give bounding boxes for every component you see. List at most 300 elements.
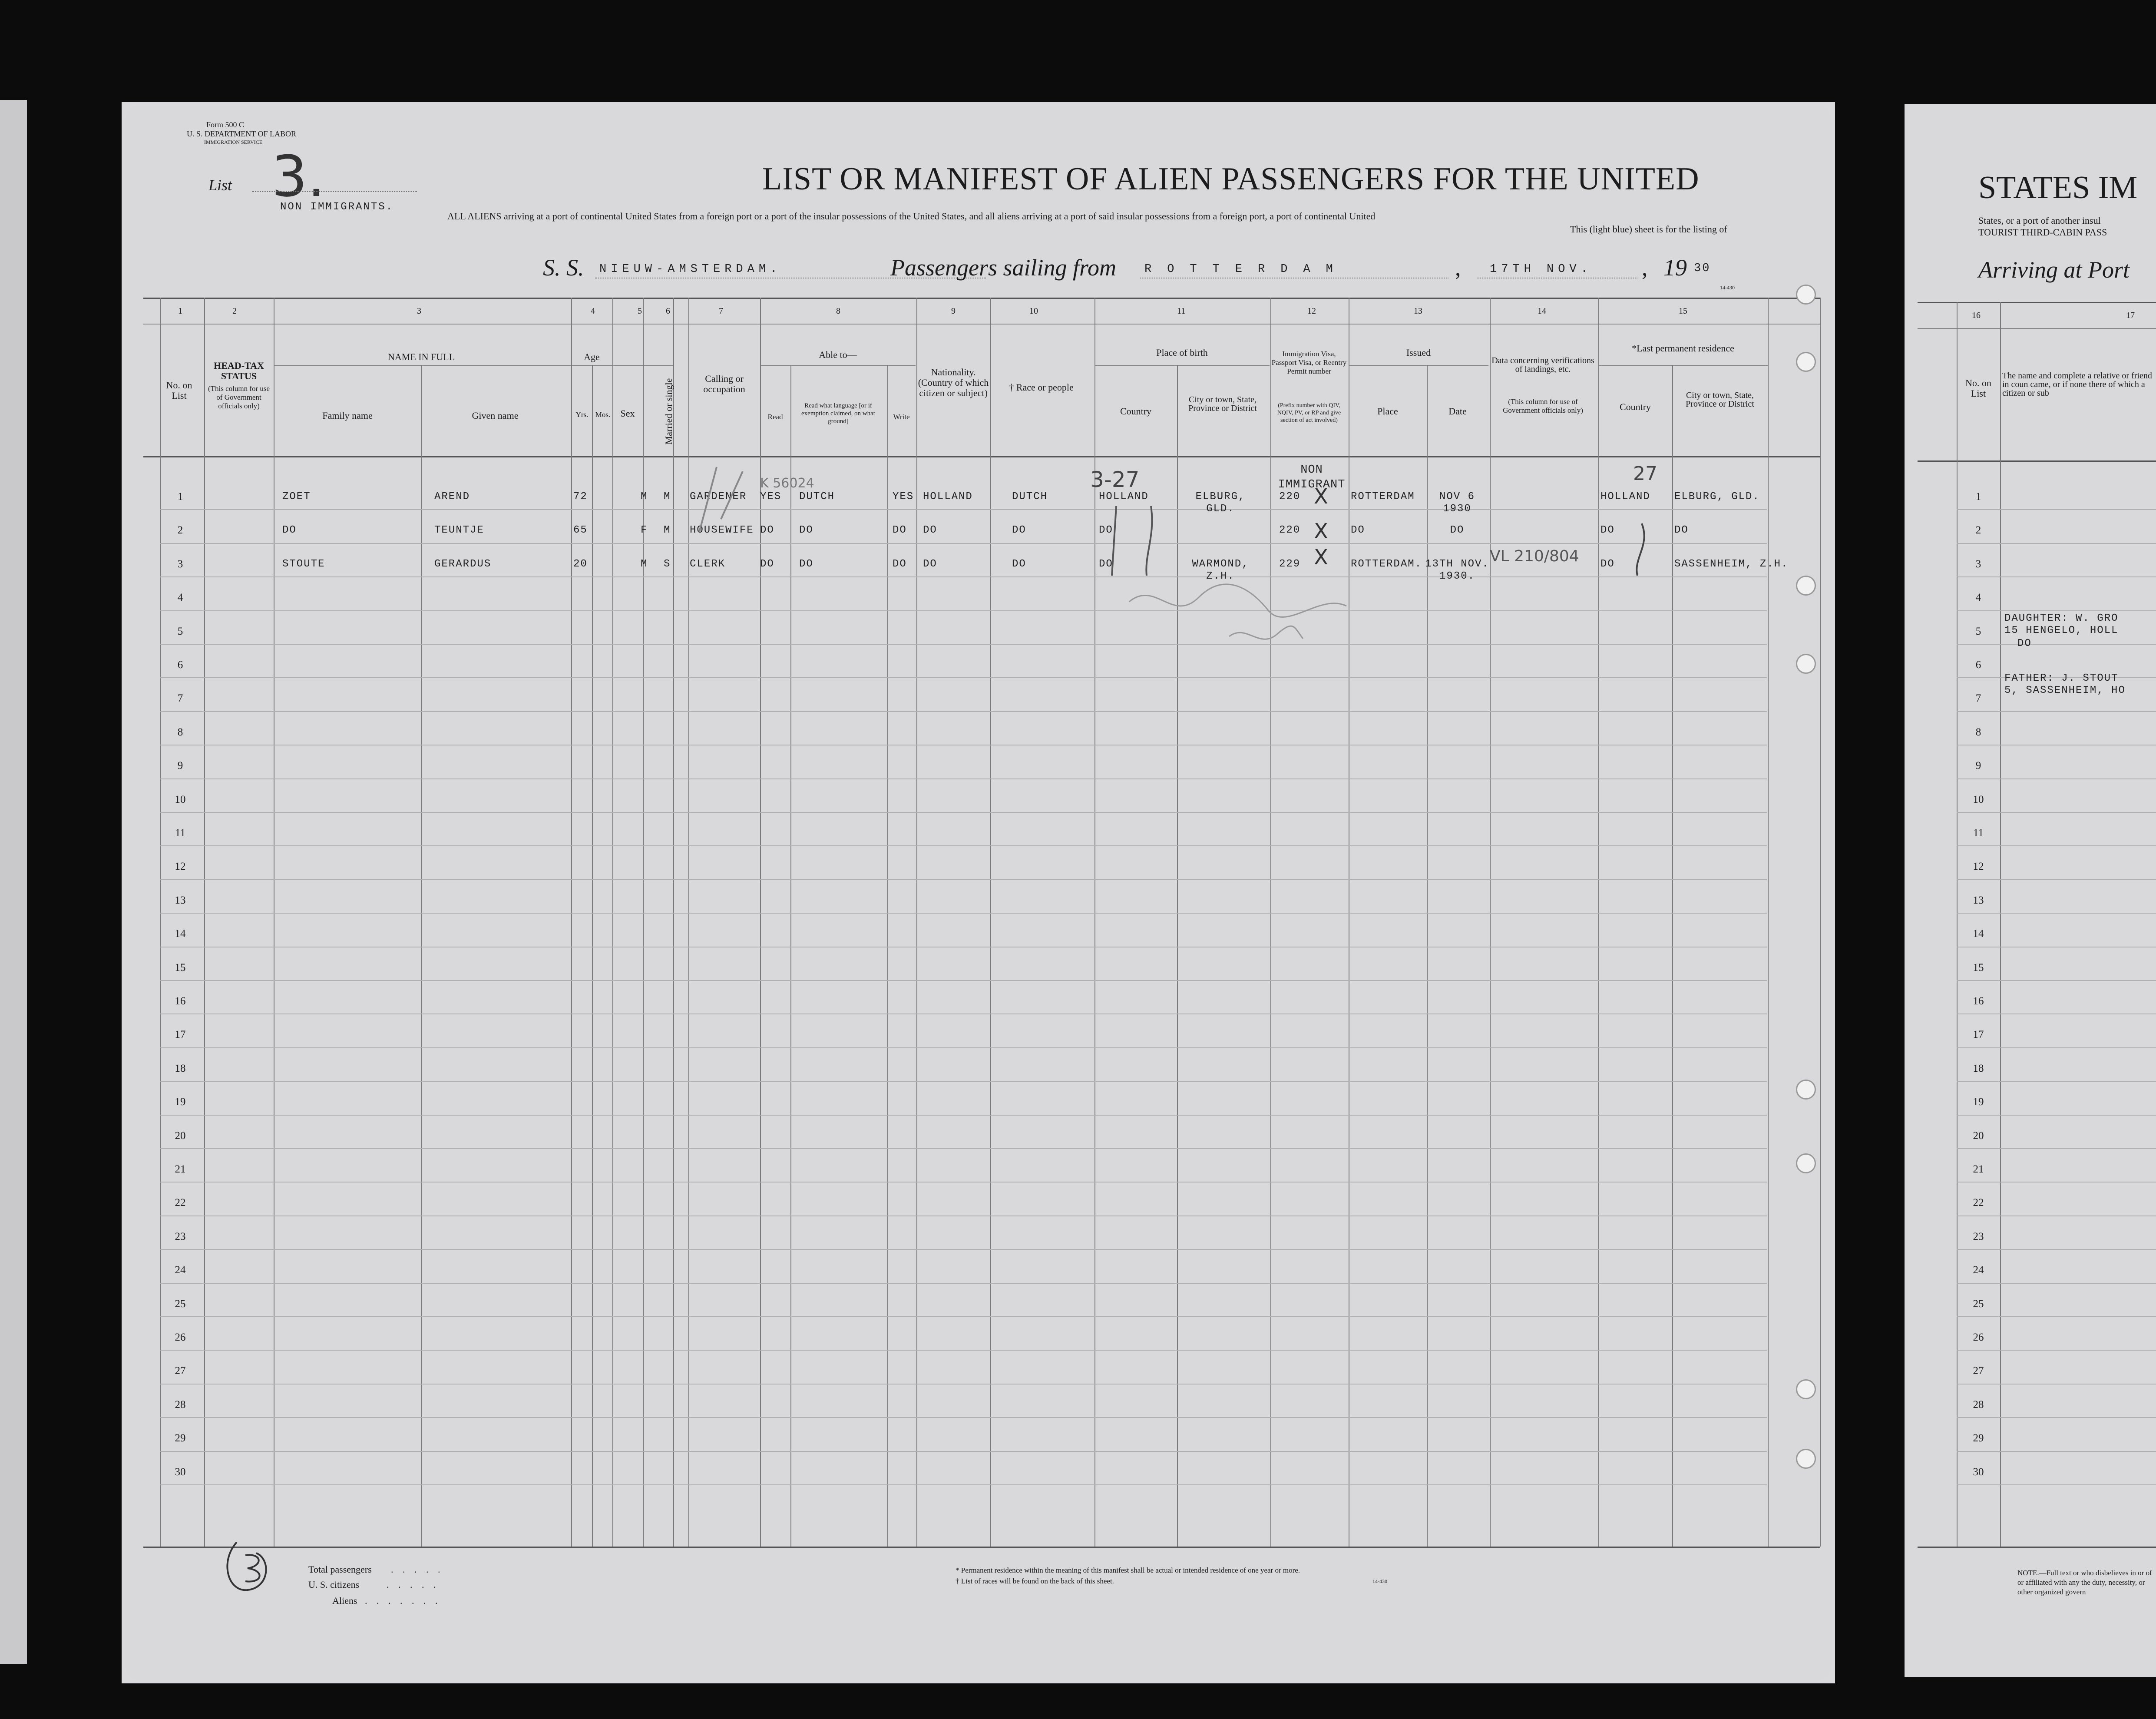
mark-x-2: X bbox=[1314, 519, 1328, 543]
footer-dots-2: . . . . . bbox=[387, 1579, 440, 1590]
residence-country: DO bbox=[1600, 558, 1615, 570]
right-line-1: States, or a port of another insul bbox=[1978, 215, 2101, 226]
right-row-line bbox=[1957, 644, 2156, 645]
married-status: M bbox=[664, 491, 671, 503]
hdr-data-note: (This column for use of Government officials only) bbox=[1503, 397, 1583, 414]
right-row-number: 17 bbox=[1973, 1029, 1984, 1041]
col-num-1: 1 bbox=[178, 306, 182, 316]
right-row-number: 8 bbox=[1975, 726, 1981, 738]
right-entry-1b: 15 HENGELO, HOLL bbox=[2004, 625, 2119, 636]
occupation: HOUSEWIFE bbox=[690, 524, 754, 537]
pencil-num-2: 27 bbox=[1633, 463, 1657, 485]
column-line bbox=[643, 298, 644, 1547]
right-row-number: 11 bbox=[1973, 827, 1984, 839]
nationality: DO bbox=[923, 558, 937, 570]
right-row-line bbox=[1957, 879, 2156, 880]
visa-number: 229 bbox=[1279, 558, 1301, 570]
column-line bbox=[571, 298, 572, 1547]
right-row-number: 19 bbox=[1973, 1096, 1984, 1108]
right-row-number: 6 bbox=[1975, 659, 1981, 671]
row-line bbox=[160, 677, 1767, 678]
right-row-number: 22 bbox=[1973, 1197, 1984, 1209]
right-row-line bbox=[1957, 1283, 2156, 1284]
row-number: 21 bbox=[175, 1163, 186, 1175]
right-row-number: 16 bbox=[1973, 995, 1984, 1007]
hdr-write: Write bbox=[893, 413, 910, 421]
year-suffix: 30 bbox=[1694, 262, 1711, 275]
row-line bbox=[160, 1115, 1767, 1116]
list-label: List bbox=[208, 176, 232, 194]
row-number: 26 bbox=[175, 1331, 186, 1343]
hdr-head-tax: HEAD-TAX STATUS bbox=[214, 360, 264, 381]
manifest-sheet bbox=[122, 102, 1835, 1683]
row-number: 11 bbox=[175, 827, 186, 839]
table-top-rule bbox=[143, 298, 1820, 299]
given-name: AREND bbox=[434, 491, 470, 503]
row-line bbox=[160, 1047, 1767, 1048]
row-line bbox=[160, 879, 1767, 880]
right-row-line bbox=[1957, 610, 2156, 611]
footer-dots-1: . . . . . bbox=[391, 1564, 444, 1575]
row-number: 18 bbox=[175, 1062, 186, 1074]
right-row-number: 3 bbox=[1975, 558, 1981, 570]
issued-sub-rule bbox=[1349, 365, 1488, 366]
hdr-sex: Sex bbox=[620, 408, 635, 419]
hdr-visa-note: (Prefix number with QIV, NQIV, PV, or RP and give section of act involved) bbox=[1277, 402, 1341, 424]
hdr-name-in-full: NAME IN FULL bbox=[388, 351, 455, 362]
row-number: 2 bbox=[177, 524, 183, 537]
col-num-8: 8 bbox=[836, 306, 840, 316]
bracket-mark-2 bbox=[1624, 519, 1659, 580]
race: DO bbox=[1012, 558, 1026, 570]
subtitle-line-1: ALL ALIENS arriving at a port of continental United States from a foreign port or a port of the insular possessions of the United States, and all aliens arriving at a port of said insular possessions from a foreign port, a port of continental United bbox=[447, 211, 1376, 222]
sex: F bbox=[641, 524, 648, 537]
column-line bbox=[1427, 365, 1428, 1547]
row-number: 17 bbox=[175, 1029, 186, 1041]
column-line bbox=[1598, 298, 1599, 1547]
right-row-number: 29 bbox=[1973, 1432, 1984, 1444]
birth-sub-rule bbox=[1095, 365, 1270, 366]
row-line bbox=[160, 812, 1767, 813]
right-title: STATES IM bbox=[1978, 170, 2138, 205]
column-line bbox=[916, 298, 917, 1547]
hdr-birth-country: Country bbox=[1120, 406, 1152, 417]
right-row-line bbox=[1957, 1148, 2156, 1149]
footer-dots-3: . . . . . . . bbox=[365, 1595, 441, 1606]
right-row-number: 12 bbox=[1973, 861, 1984, 873]
issued-date: 13TH NOV. 1930. bbox=[1425, 558, 1489, 582]
right-row-number: 5 bbox=[1975, 625, 1981, 637]
write: DO bbox=[893, 558, 907, 570]
issued-date: NOV 6 1930 bbox=[1439, 491, 1475, 515]
row-number: 13 bbox=[175, 894, 186, 906]
mark-x-1: X bbox=[1314, 484, 1328, 509]
right-row-line bbox=[1957, 812, 2156, 813]
hdr-issued: Issued bbox=[1406, 347, 1431, 358]
right-note: NOTE.—Full text or who disbelieves in or of or affiliated with any the duty, necessity, or other organized govern bbox=[2017, 1569, 2152, 1596]
right-row-line bbox=[1957, 1350, 2156, 1351]
race: DUTCH bbox=[1012, 491, 1048, 503]
footer-note-1: * Permanent residence within the meaning of this manifest shall be actual or intended residence of one year or more. bbox=[956, 1566, 1300, 1574]
row-number: 24 bbox=[175, 1264, 186, 1276]
column-line bbox=[1672, 365, 1673, 1547]
row-line bbox=[160, 711, 1767, 712]
right-row-number: 20 bbox=[1973, 1129, 1984, 1142]
footer-aliens: Aliens bbox=[332, 1595, 357, 1606]
right-row-number: 4 bbox=[1975, 592, 1981, 604]
column-line bbox=[1768, 298, 1769, 1547]
row-number: 28 bbox=[175, 1398, 186, 1411]
col-num-14: 14 bbox=[1538, 306, 1546, 316]
visa-number: 220 bbox=[1279, 491, 1301, 503]
col-num-6: 6 bbox=[666, 306, 670, 316]
right-row-line bbox=[1957, 1451, 2156, 1452]
column-line bbox=[1177, 365, 1178, 1547]
right-arriving: Arriving at Port bbox=[1978, 257, 2130, 283]
column-line bbox=[160, 298, 161, 1547]
right-row-number: 14 bbox=[1973, 928, 1984, 940]
hdr-read: Read bbox=[767, 413, 783, 421]
column-line bbox=[1820, 298, 1821, 1547]
right-row-number: 9 bbox=[1975, 760, 1981, 772]
list-type: NON IMMIGRANTS. bbox=[280, 201, 394, 213]
right-row-line bbox=[1957, 980, 2156, 981]
bracket-marks bbox=[1103, 502, 1173, 580]
row-number: 8 bbox=[177, 726, 183, 738]
right-row-number: 13 bbox=[1973, 894, 1984, 906]
department: U. S. DEPARTMENT OF LABOR bbox=[187, 129, 296, 138]
right-row-number: 25 bbox=[1973, 1298, 1984, 1310]
row-number: 16 bbox=[175, 995, 186, 1007]
row-line bbox=[160, 1283, 1767, 1284]
row-line bbox=[160, 1249, 1767, 1250]
binder-hole bbox=[1796, 1379, 1816, 1399]
name-sub-rule bbox=[274, 365, 673, 366]
read: YES bbox=[760, 491, 782, 503]
residence-country: HOLLAND bbox=[1600, 491, 1650, 503]
right-row-line bbox=[1957, 778, 2156, 779]
row-line bbox=[160, 845, 1767, 846]
row-number: 25 bbox=[175, 1298, 186, 1310]
sex: M bbox=[641, 491, 648, 503]
footer-us-citizens: U. S. citizens bbox=[308, 1579, 360, 1590]
column-line bbox=[421, 365, 422, 1547]
hdr-head-tax-note: (This column for use of Government officials only) bbox=[208, 384, 270, 410]
hdr-visa: Immigration Visa, Passport Visa, or Reentry Permit number bbox=[1271, 350, 1347, 375]
right-col-16: 16 bbox=[1972, 311, 1981, 320]
right-col-line bbox=[2000, 302, 2001, 1547]
residence-city: DO bbox=[1674, 524, 1689, 537]
row-number: 3 bbox=[177, 558, 183, 570]
right-row-line bbox=[1957, 1484, 2156, 1485]
race: DO bbox=[1012, 524, 1026, 537]
binder-hole bbox=[1796, 285, 1816, 305]
right-bottom-rule bbox=[1918, 1547, 2156, 1548]
footer-code: 14-430 bbox=[1372, 1578, 1387, 1584]
right-row-line bbox=[1957, 1115, 2156, 1116]
row-number: 19 bbox=[175, 1096, 186, 1108]
family-name: DO bbox=[282, 524, 297, 537]
hdr-able-to: Able to— bbox=[819, 349, 857, 360]
married-status: M bbox=[664, 524, 671, 537]
row-number: 23 bbox=[175, 1230, 186, 1242]
comma: , bbox=[1455, 255, 1461, 281]
age-years: 20 bbox=[573, 558, 588, 570]
birth-country: HOLLAND bbox=[1099, 491, 1149, 503]
right-row-line bbox=[1957, 913, 2156, 914]
circled-three bbox=[222, 1536, 282, 1596]
row-line bbox=[160, 1350, 1767, 1351]
right-header-rule bbox=[1918, 460, 2156, 462]
col-num-3: 3 bbox=[417, 306, 421, 316]
binder-hole bbox=[1796, 576, 1816, 596]
ship-name: NIEUW-AMSTERDAM. bbox=[599, 263, 782, 276]
right-row-line bbox=[1957, 1316, 2156, 1317]
binder-hole bbox=[1796, 1080, 1816, 1100]
row-line bbox=[160, 913, 1767, 914]
right-col-17: 17 bbox=[2126, 311, 2135, 320]
hdr-issued-date: Date bbox=[1448, 406, 1467, 417]
hdr-lr-country: Country bbox=[1619, 401, 1651, 412]
service: IMMIGRATION SERVICE bbox=[204, 139, 263, 145]
hdr-issued-place: Place bbox=[1377, 406, 1398, 417]
right-entry-3a: FATHER: J. STOUT bbox=[2004, 672, 2119, 684]
right-row-number: 23 bbox=[1973, 1230, 1984, 1242]
right-entry-2: DO bbox=[2017, 638, 2032, 649]
right-row-number: 10 bbox=[1973, 793, 1984, 805]
hdr-birth-city: City or town, State, Province or District bbox=[1188, 395, 1257, 413]
right-row-line bbox=[1957, 1081, 2156, 1082]
hdr-last-residence: *Last permanent residence bbox=[1632, 343, 1734, 354]
row-line bbox=[160, 980, 1767, 981]
binder-hole bbox=[1796, 654, 1816, 674]
row-number: 6 bbox=[177, 659, 183, 671]
nationality: HOLLAND bbox=[923, 491, 973, 503]
row-line bbox=[160, 1316, 1767, 1317]
issued-place: ROTTERDAM. bbox=[1351, 558, 1422, 570]
column-line bbox=[1490, 298, 1491, 1547]
form-code: 14-430 bbox=[1720, 285, 1735, 291]
right-row-number: 1 bbox=[1975, 491, 1981, 503]
column-number-rule bbox=[143, 324, 1820, 325]
hdr-place-of-birth: Place of birth bbox=[1156, 347, 1208, 358]
family-name: ZOET bbox=[282, 491, 311, 503]
right-top-rule bbox=[1918, 302, 2156, 303]
col-num-15: 15 bbox=[1679, 306, 1687, 316]
row-number: 27 bbox=[175, 1365, 186, 1377]
row-line bbox=[160, 1148, 1767, 1149]
read: DO bbox=[760, 524, 774, 537]
right-row-line bbox=[1957, 576, 2156, 577]
lr-sub-rule bbox=[1598, 365, 1768, 366]
family-name: STOUTE bbox=[282, 558, 325, 570]
right-row-line bbox=[1957, 845, 2156, 846]
right-row-number: 18 bbox=[1973, 1062, 1984, 1074]
read: DO bbox=[760, 558, 774, 570]
list-number: 3. bbox=[271, 143, 326, 209]
row-line bbox=[160, 576, 1767, 577]
issued-date: DO bbox=[1450, 524, 1465, 537]
column-line bbox=[612, 298, 613, 1547]
row-number: 1 bbox=[177, 491, 183, 503]
row-number: 7 bbox=[177, 692, 183, 705]
hdr-given-name: Given name bbox=[472, 410, 519, 421]
read-language: DO bbox=[799, 558, 813, 570]
age-years: 72 bbox=[573, 491, 588, 503]
col-num-4: 4 bbox=[591, 306, 595, 316]
comma-2: , bbox=[1642, 255, 1648, 281]
ss-label: S. S. bbox=[543, 255, 584, 281]
col-num-10: 10 bbox=[1029, 306, 1038, 316]
footer-note-2: † List of races will be found on the back of this sheet. bbox=[956, 1577, 1114, 1585]
list-number-underline bbox=[252, 191, 417, 192]
birth-country: DO bbox=[1099, 558, 1113, 570]
right-row-number: 27 bbox=[1973, 1365, 1984, 1377]
right-row-line bbox=[1957, 1417, 2156, 1418]
issued-place: DO bbox=[1351, 524, 1365, 537]
row-line bbox=[160, 543, 1767, 544]
column-line bbox=[673, 298, 674, 1547]
hdr-family-name: Family name bbox=[322, 410, 373, 421]
right-no-on-list: No. on List bbox=[1965, 378, 1991, 399]
sex: M bbox=[641, 558, 648, 570]
right-row-number: 2 bbox=[1975, 524, 1981, 537]
residence-city: ELBURG, GLD. bbox=[1674, 491, 1760, 503]
page-title: LIST OR MANIFEST OF ALIEN PASSENGERS FOR THE UNITED bbox=[762, 161, 1700, 197]
write: YES bbox=[893, 491, 914, 503]
right-row-number: 24 bbox=[1973, 1264, 1984, 1276]
row-line bbox=[160, 1451, 1767, 1452]
column-line bbox=[887, 365, 888, 1547]
read-language: DO bbox=[799, 524, 813, 537]
binder-hole bbox=[1796, 352, 1816, 372]
hdr-age: Age bbox=[584, 351, 600, 362]
hdr-calling: Calling or occupation bbox=[703, 373, 745, 394]
row-line bbox=[160, 509, 1767, 510]
given-name: GERARDUS bbox=[434, 558, 492, 570]
visa-annotation: NON IMMIGRANT bbox=[1278, 464, 1346, 491]
right-row-number: 28 bbox=[1973, 1398, 1984, 1411]
row-line bbox=[160, 644, 1767, 645]
right-row-number: 21 bbox=[1973, 1163, 1984, 1175]
row-number: 14 bbox=[175, 928, 186, 940]
row-number: 20 bbox=[175, 1129, 186, 1142]
right-col-line bbox=[1957, 302, 1958, 1547]
stamp-number: K 56024 bbox=[760, 476, 814, 491]
birth-city: ELBURG, GLD. bbox=[1195, 491, 1246, 515]
row-line bbox=[160, 778, 1767, 779]
column-line bbox=[1270, 298, 1271, 1547]
row-number: 12 bbox=[175, 861, 186, 873]
write: DO bbox=[893, 524, 907, 537]
hdr-data-concerning: Data concerning verifications of landings, etc. bbox=[1491, 356, 1594, 374]
right-entry-1a: DAUGHTER: W. GRO bbox=[2004, 613, 2119, 624]
birth-city: WARMOND, Z.H. bbox=[1192, 558, 1249, 582]
right-entry-3b: 5, SASSENHEIM, HO bbox=[2004, 685, 2126, 696]
form-number: Form 500 C bbox=[206, 120, 245, 129]
subtitle-line-2: This (light blue) sheet is for the listing of bbox=[1570, 224, 1727, 235]
column-line bbox=[592, 365, 593, 1547]
col-num-2: 2 bbox=[232, 306, 237, 316]
right-relative-hdr: The name and complete a relative or friend in coun came, or if none there of which a citizen or sub bbox=[2002, 371, 2152, 398]
hdr-lr-city: City or town, State, Province or District bbox=[1686, 391, 1754, 409]
hdr-read-what: Read what language [or if exemption claimed, on what ground] bbox=[801, 402, 875, 425]
row-number: 22 bbox=[175, 1197, 186, 1209]
verification-note: VL 210/804 bbox=[1490, 547, 1579, 565]
hdr-yrs: Yrs. bbox=[575, 411, 589, 419]
year-prefix: 19 bbox=[1663, 255, 1687, 281]
col-num-5: 5 bbox=[638, 306, 642, 316]
row-number: 9 bbox=[177, 760, 183, 772]
residence-city: SASSENHEIM, Z.H. bbox=[1674, 558, 1789, 570]
row-line bbox=[160, 1484, 1767, 1485]
col-num-12: 12 bbox=[1307, 306, 1316, 316]
hdr-race: † Race or people bbox=[1009, 382, 1074, 393]
right-row-number: 15 bbox=[1973, 961, 1984, 974]
right-row-line bbox=[1957, 711, 2156, 712]
binder-hole bbox=[1796, 1449, 1816, 1469]
port-name: ROTTERDAM bbox=[1144, 263, 1349, 276]
hdr-no-on-list: No. on List bbox=[166, 380, 192, 401]
right-adjacent-sheet bbox=[1905, 104, 2156, 1677]
right-row-number: 26 bbox=[1973, 1331, 1984, 1343]
right-row-number: 7 bbox=[1975, 692, 1981, 705]
pencil-num-1: 3-27 bbox=[1090, 467, 1140, 492]
header-bottom-rule bbox=[143, 456, 1820, 457]
residence-country: DO bbox=[1600, 524, 1615, 537]
issued-place: ROTTERDAM bbox=[1351, 491, 1415, 503]
column-line bbox=[204, 298, 205, 1547]
col-num-11: 11 bbox=[1177, 306, 1186, 316]
occupation: CLERK bbox=[690, 558, 726, 570]
hdr-mos: Mos. bbox=[595, 411, 611, 419]
sail-date: 17TH NOV. bbox=[1490, 263, 1592, 276]
pencil-checkmarks bbox=[691, 458, 760, 537]
age-years: 65 bbox=[573, 524, 588, 537]
sailing-label: Passengers sailing from bbox=[890, 255, 1117, 281]
col-num-9: 9 bbox=[951, 306, 956, 316]
row-number: 5 bbox=[177, 625, 183, 637]
binder-hole bbox=[1796, 1153, 1816, 1173]
married-status: S bbox=[664, 558, 671, 570]
right-row-line bbox=[1957, 509, 2156, 510]
right-row-line bbox=[1957, 543, 2156, 544]
nationality: DO bbox=[923, 524, 937, 537]
right-line-2: TOURIST THIRD-CABIN PASS bbox=[1978, 227, 2107, 238]
row-number: 10 bbox=[175, 793, 186, 805]
column-line bbox=[790, 365, 791, 1547]
col-num-13: 13 bbox=[1414, 306, 1422, 316]
right-row-number: 30 bbox=[1973, 1466, 1984, 1478]
footer-total-passengers: Total passengers bbox=[308, 1564, 372, 1575]
col-num-7: 7 bbox=[719, 306, 723, 316]
hdr-married: Married or single bbox=[663, 378, 674, 445]
table-bottom-rule bbox=[143, 1547, 1820, 1548]
right-num-rule bbox=[1918, 328, 2156, 329]
row-number: 30 bbox=[175, 1466, 186, 1478]
row-number: 15 bbox=[175, 961, 186, 974]
right-row-line bbox=[1957, 1249, 2156, 1250]
row-number: 29 bbox=[175, 1432, 186, 1444]
visa-number: 220 bbox=[1279, 524, 1301, 537]
row-line bbox=[160, 1081, 1767, 1082]
read-language: DUTCH bbox=[799, 491, 835, 503]
left-adjacent-sheet bbox=[0, 100, 27, 1664]
row-number: 4 bbox=[177, 592, 183, 604]
mark-x-3: X bbox=[1314, 545, 1328, 570]
row-line bbox=[160, 1417, 1767, 1418]
hdr-nationality: Nationality. (Country of which citizen or subject) bbox=[918, 367, 989, 398]
